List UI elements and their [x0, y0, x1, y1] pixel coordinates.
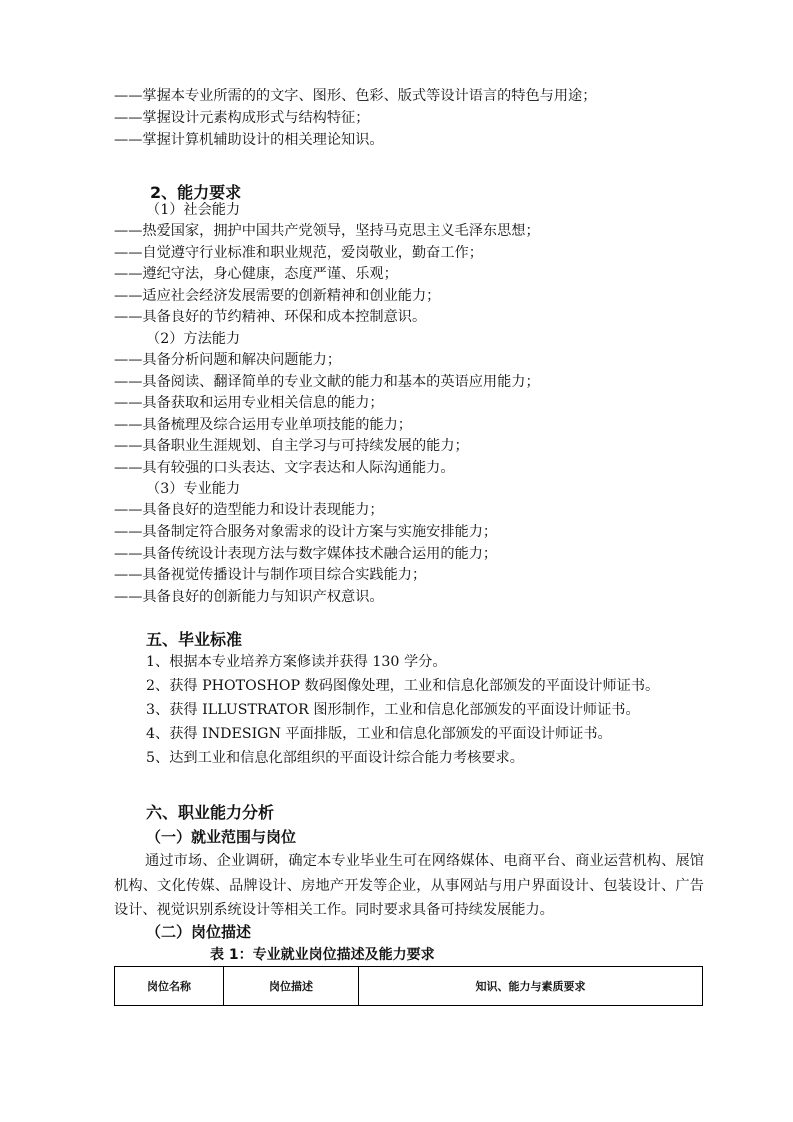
method-ability-item: ——具备职业生涯规划、自主学习与可持续发展的能力；: [114, 438, 469, 454]
social-ability-item: ——自觉遵守行业标准和职业规范，爱岗敬业，勤奋工作；: [114, 245, 483, 261]
graduation-heading: 五、毕业标准: [146, 630, 243, 649]
ability-heading: 2、能力要求: [150, 183, 242, 202]
analysis-heading: 六、职业能力分析: [146, 803, 275, 822]
method-ability-item: ——具有较强的口头表达、文字表达和人际沟通能力。: [114, 460, 455, 476]
professional-ability-title: （3）专业能力: [146, 481, 241, 497]
job-table: [114, 966, 703, 1006]
social-ability-item: ——具备良好的节约精神、环保和成本控制意识。: [114, 309, 427, 325]
column-header-job-name: 岗位名称: [115, 967, 224, 1006]
knowledge-item: ——掌握本专业所需的的文字、图形、色彩、版式等设计语言的特色与用途；: [114, 88, 597, 104]
social-ability-item: ——遵纪守法，身心健康，态度严谨、乐观；: [114, 266, 398, 282]
table-header-row: [115, 967, 703, 1006]
graduation-item: 3、获得 ILLUSTRATOR 图形制作，工业和信息化部颁发的平面设计师证书。: [146, 702, 640, 718]
method-ability-item: ——具备阅读、翻译简单的专业文献的能力和基本的英语应用能力；: [114, 374, 540, 390]
graduation-item: 1、根据本专业培养方案修读并获得 130 学分。: [146, 654, 447, 670]
table-caption: 表 1：专业就业岗位描述及能力要求: [210, 947, 435, 963]
professional-ability-item: ——具备视觉传播设计与制作项目综合实践能力；: [114, 567, 427, 583]
professional-ability-item: ——具备传统设计表现方法与数字媒体技术融合运用的能力；: [114, 546, 498, 562]
method-ability-item: ——具备梳理及综合运用专业单项技能的能力；: [114, 417, 412, 433]
method-ability-item: ——具备获取和运用专业相关信息的能力；: [114, 395, 384, 411]
graduation-item: 5、达到工业和信息化部组织的平面设计综合能力考核要求。: [146, 750, 524, 766]
social-ability-item: ——适应社会经济发展需要的创新精神和创业能力；: [114, 288, 441, 304]
method-ability-title: （2）方法能力: [146, 331, 241, 347]
scope-title: （一）就业范围与岗位: [146, 828, 297, 846]
column-header-requirements: 知识、能力与素质要求: [359, 967, 703, 1006]
scope-paragraph: 通过市场、企业调研，确定本专业毕业生可在网络媒体、电商平台、商业运营机构、展馆机构、文化传媒、品牌设计、房地产开发等企业，从事网站与用户界面设计、包装设计、广告设计、视觉识别系统设计等相关工作。同时要求具备可持续发展能力。: [114, 853, 704, 918]
graduation-item: 4、获得 INDESIGN 平面排版，工业和信息化部颁发的平面设计师证书。: [146, 726, 612, 742]
professional-ability-item: ——具备良好的造型能力和设计表现能力；: [114, 502, 384, 518]
professional-ability-item: ——具备良好的创新能力与知识产权意识。: [114, 589, 384, 605]
social-ability-title: （1）社会能力: [146, 202, 241, 218]
professional-ability-item: ——具备制定符合服务对象需求的设计方案与实施安排能力；: [114, 524, 498, 540]
column-header-job-description: 岗位描述: [224, 967, 359, 1006]
graduation-item: 2、获得 PHOTOSHOP 数码图像处理，工业和信息化部颁发的平面设计师证书。: [146, 678, 660, 694]
description-title: （二）岗位描述: [146, 923, 252, 941]
social-ability-item: ——热爱国家，拥护中国共产党领导，坚持马克思主义毛泽东思想；: [114, 223, 540, 239]
method-ability-item: ——具备分析问题和解决问题能力；: [114, 352, 342, 368]
knowledge-item: ——掌握设计元素构成形式与结构特征；: [114, 110, 370, 126]
knowledge-item: ——掌握计算机辅助设计的相关理论知识。: [114, 132, 384, 148]
